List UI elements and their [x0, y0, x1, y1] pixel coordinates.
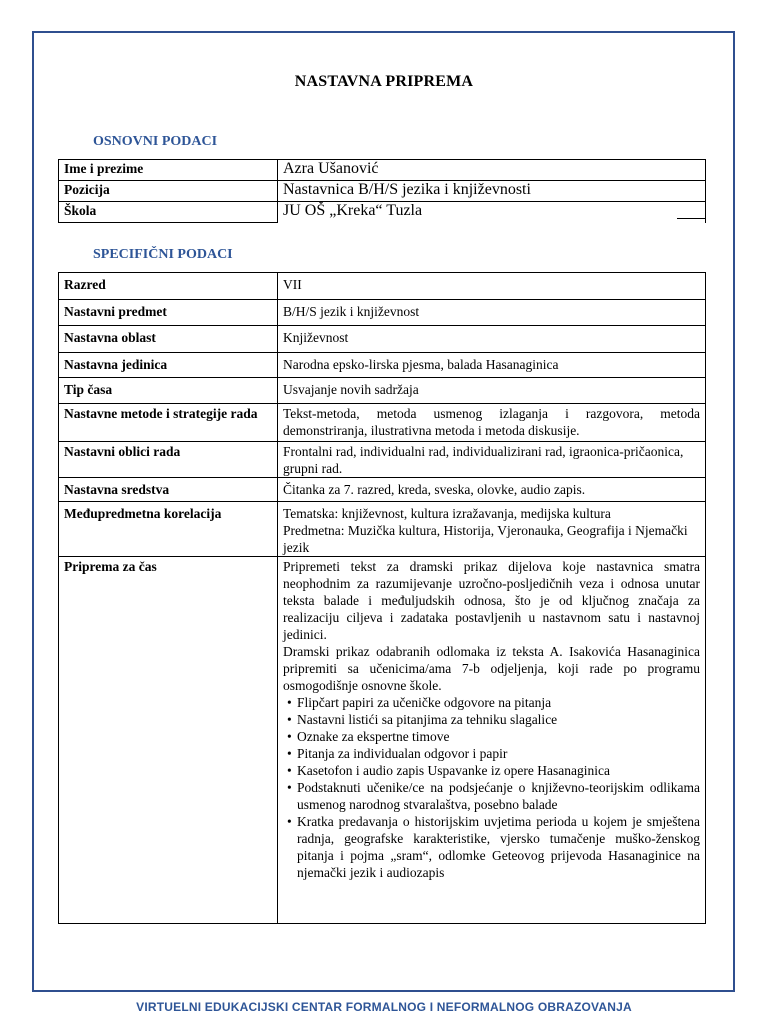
- table-row: [59, 202, 706, 223]
- bullet-icon: •: [287, 695, 292, 710]
- list-item: • Podstaknuti učenike/ce na podsjećanje o književno-teorijskim odlikama usmenog narodnog stvaralaštva, posebno balade: [287, 780, 700, 812]
- lesson-type-value: Usvajanje novih sadržaja: [278, 378, 706, 404]
- name-label: Ime i prezime: [59, 160, 278, 181]
- list-item: • Kasetofon i audio zapis Uspavanke iz opere Hasanaginica: [287, 763, 611, 778]
- table-row: [59, 502, 706, 557]
- bullet-icon: •: [287, 763, 292, 778]
- specific-info-table: [58, 272, 706, 924]
- name-value: Azra Ušanović: [278, 160, 706, 181]
- unit-label: Nastavna jedinica: [59, 353, 278, 378]
- forms-value: Frontalni rad, individualni rad, individualizirani rad, igraonica-pričaonica, grupni rad.: [278, 442, 706, 478]
- preparation-paragraph-2: Dramski prikaz odabranih odlomaka iz teksta A. Isakovića Hasanaginica pripremiti sa učenicima/ama 7-b odjeljenja, koji rade po programu osmogodišnje osnovne škole.: [283, 644, 700, 693]
- table-row: [59, 378, 706, 404]
- list-item: • Oznake za ekspertne timove: [287, 729, 450, 744]
- table-row: [59, 478, 706, 502]
- table-row: [59, 404, 706, 442]
- position-value: Nastavnica B/H/S jezika i književnosti: [278, 181, 706, 202]
- preparation-paragraph-1: Pripremeti tekst za dramski prikaz dijelova koje nastavnica smatra neophodnim za razumijevanje uzročno-posljedičnih veza i odnosa unutar teksta balade i međuljudskih odnosa, što je od ključnog značaja za realizaciju ciljeva i zadataka postavljenih u nastavnom satu i nastavnoj jedinici.: [283, 559, 700, 642]
- table-row: [59, 442, 706, 478]
- lesson-type-label: Tip časa: [59, 378, 278, 404]
- preparation-label: Priprema za čas: [59, 557, 278, 924]
- specific-info-heading: SPECIFIČNI PODACI: [93, 247, 233, 262]
- page-title: NASTAVNA PRIPREMA: [294, 73, 474, 90]
- subject-label: Nastavni predmet: [59, 300, 278, 326]
- grade-label: Razred: [59, 273, 278, 300]
- bullet-icon: •: [287, 729, 292, 744]
- basic-info-heading: OSNOVNI PODACI: [93, 134, 218, 149]
- preparation-value: [278, 557, 706, 924]
- table-row: [59, 326, 706, 353]
- table-edge-mark: [677, 218, 706, 219]
- list-item: • Flipčart papiri za učeničke odgovore na pitanja: [287, 695, 552, 710]
- table-row: [59, 557, 706, 924]
- area-value: Književnost: [278, 326, 706, 353]
- correlation-subject: Predmetna: Muzička kultura, Historija, Vjeronauka, Geografija i Njemački jezik: [283, 523, 688, 555]
- table-row: [59, 353, 706, 378]
- correlation-thematic: Tematska: književnost, kultura izražavanja, medijska kultura: [283, 506, 611, 521]
- list-item: • Pitanja za individualan odgovor i papir: [287, 746, 508, 761]
- table-row: [59, 273, 706, 300]
- area-label: Nastavna oblast: [59, 326, 278, 353]
- footer-organization: VIRTUELNI EDUKACIJSKI CENTAR FORMALNOG I NEFORMALNOG OBRAZOVANJA: [136, 1000, 632, 1014]
- bullet-icon: •: [287, 712, 292, 727]
- table-row: [59, 181, 706, 202]
- school-label: Škola: [59, 202, 278, 223]
- bullet-icon: •: [287, 780, 292, 795]
- preparation-list: [283, 694, 700, 881]
- school-value: JU OŠ „Kreka“ Tuzla: [278, 202, 706, 223]
- table-row: [59, 160, 706, 181]
- bullet-icon: •: [287, 814, 292, 829]
- unit-value: Narodna epsko-lirska pjesma, balada Hasanaginica: [278, 353, 706, 378]
- resources-value: Čitanka za 7. razred, kreda, sveska, olovke, audio zapis.: [278, 478, 706, 502]
- resources-label: Nastavna sredstva: [59, 478, 278, 502]
- bullet-icon: •: [287, 746, 292, 761]
- forms-label: Nastavni oblici rada: [59, 442, 278, 478]
- list-item: • Kratka predavanja o historijskim uvjetima perioda u kojem je smještena radnja, geografske karakteristike, vjersko tumačenje muško-ženskog pitanja i pojma „sram“, odlomke Geteovog prijevoda Hasanaginice na njemački jezik i audiozapis: [287, 814, 700, 880]
- subject-value: B/H/S jezik i književnost: [278, 300, 706, 326]
- grade-value: VII: [278, 273, 706, 300]
- list-item: • Nastavni listići sa pitanjima za tehniku slagalice: [287, 712, 558, 727]
- correlation-value: [278, 502, 706, 557]
- position-label: Pozicija: [59, 181, 278, 202]
- correlation-label: Međupredmetna korelacija: [59, 502, 278, 557]
- basic-info-table: [58, 159, 706, 223]
- table-row: [59, 300, 706, 326]
- methods-label: Nastavne metode i strategije rada: [59, 404, 278, 442]
- methods-value: Tekst-metoda, metoda usmenog izlaganja i razgovora, metoda demonstriranja, ilustrativna metoda i metoda diskusije.: [278, 404, 706, 442]
